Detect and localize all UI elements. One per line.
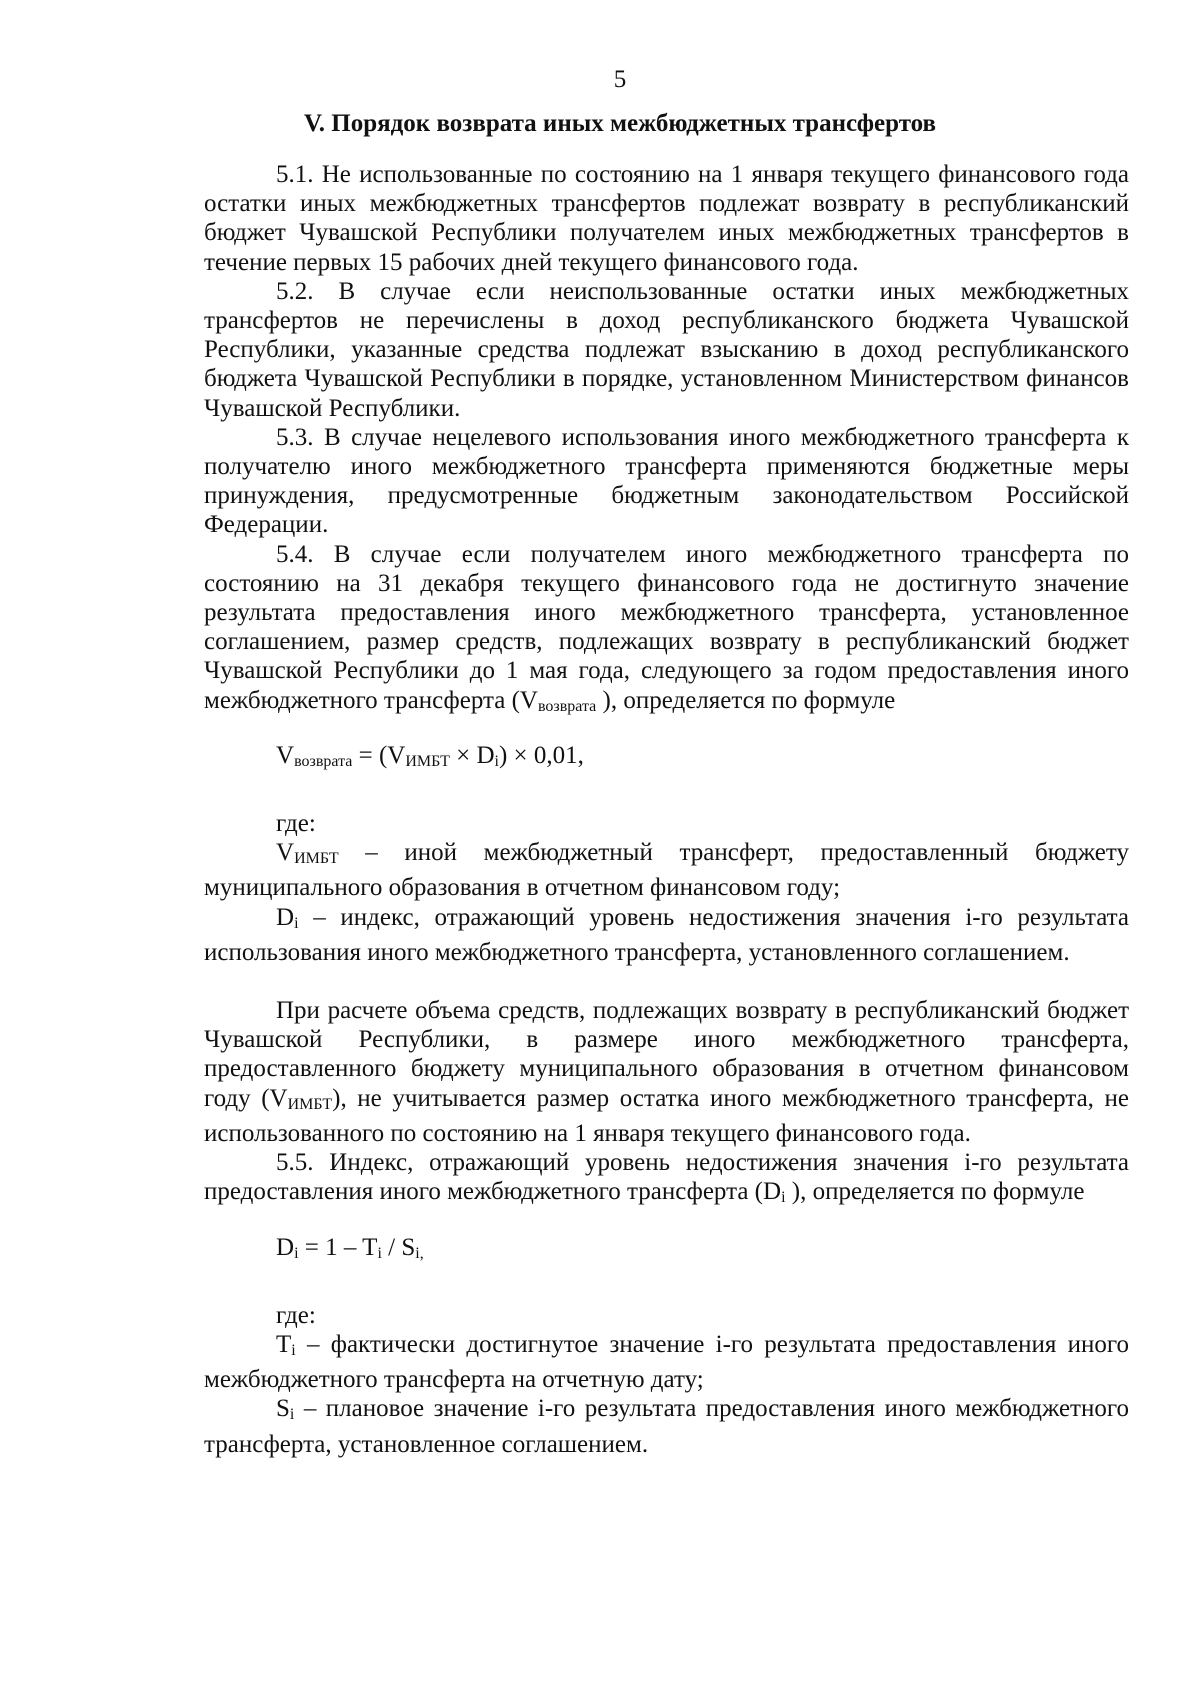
paragraph-5-1: 5.1. Не использованные по состоянию на 1 января текущего финансового года остатки иных межбюджетных трансфертов подлежат возврату в республиканский бюджет Чувашской Республики получателем иных межбюджетных трансфертов в течение первых 15 рабочих дней текущего финансового года. xyxy=(204,161,1129,276)
where-label-2: где: xyxy=(276,1301,316,1329)
document-body xyxy=(204,160,1129,1459)
page-number: 5 xyxy=(613,66,627,93)
paragraph-5-2: 5.2. В случае если неиспользованные остатки иных межбюджетных трансфертов не перечислены в доход республиканского бюджета Чувашской Республики, указанные средства подлежат взысканию в доход республиканского бюджета Чувашской Республики в порядке, установленном Министерством финансов Чувашской Республики. xyxy=(204,277,1129,422)
formula-refund: Vвозврата = (VИМБТ × Di) × 0,01, xyxy=(276,741,584,770)
definition-s-i: Si – плановое значение i-го результата предоставления иного межбюджетного трансферта, установленное соглашением. xyxy=(204,1395,1129,1458)
paragraph-5-3: 5.3. В случае нецелевого использования иного межбюджетного трансферта к получателю иного межбюджетного трансферта применяются бюджетные меры принуждения, предусмотренные бюджетным законодательством Российской Федерации. xyxy=(204,423,1129,539)
definition-d-i: Di – индекс, отражающий уровень недостижения значения i-го результата использования иного межбюджетного трансферта, установленного соглашением. xyxy=(204,903,1129,966)
section-title: V. Порядок возврата иных межбюджетных трансфертов xyxy=(303,110,937,137)
paragraph-5-5: 5.5. Индекс, отражающий уровень недостижения значения i-го результата предоставления иного межбюджетного трансферта (Di ), определяется по формуле xyxy=(204,1149,1129,1207)
definition-t-i: Ti – фактически достигнутое значение i-го результата предоставления иного межбюджетного трансферта на отчетную дату; xyxy=(204,1330,1129,1394)
paragraph-5-4: 5.4. В случае если получателем иного межбюджетного трансферта по состоянию на 31 декабря текущего финансового года не достигнуто значение результата предоставления иного межбюджетного трансферта, установленное соглашением, размер средств, подлежащих возврату в республиканский бюджет Чувашской Республики до 1 мая года, следующего за годом предоставления иного межбюджетного трансферта (Vвозврата ), определяется по формуле xyxy=(204,540,1129,715)
definition-v-imbt: VИМБТ – иной межбюджетный трансферт, предоставленный бюджету муниципального образования в отчетном финансовом году; xyxy=(204,839,1129,902)
paragraph-calculation: При расчете объема средств, подлежащих возврату в республиканский бюджет Чувашской Республики, в размере иного межбюджетного трансферта, предоставленного бюджету муниципального образования в отчетном финансовом году (VИМБТ), не учитывается размер остатка иного межбюджетного трансферта, не использованного по состоянию на 1 января текущего финансового года. xyxy=(204,997,1129,1147)
formula-index: Di = 1 – Ti / Si, xyxy=(276,1233,424,1262)
where-label-1: где: xyxy=(276,810,316,838)
